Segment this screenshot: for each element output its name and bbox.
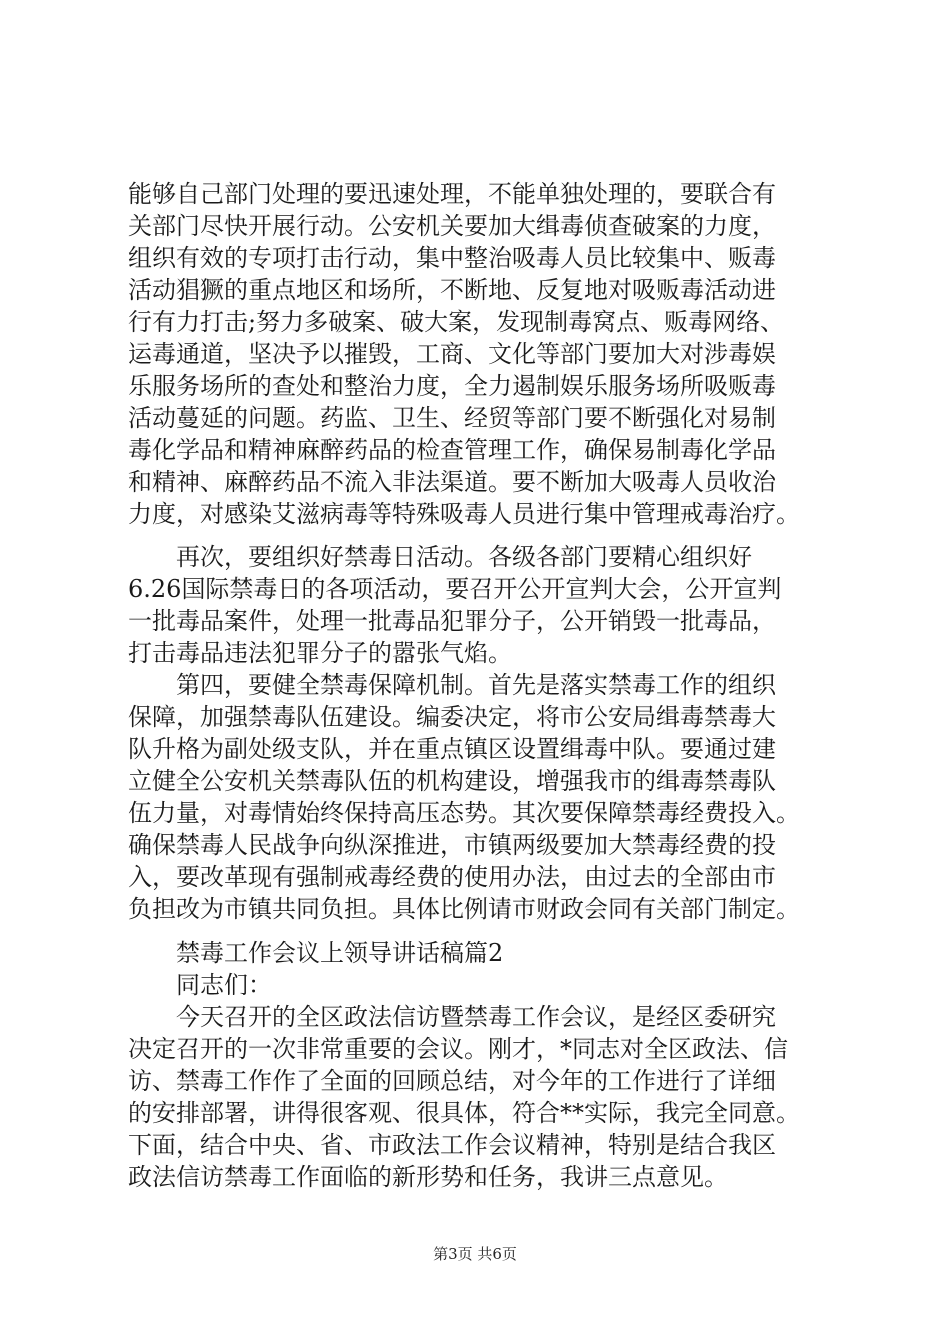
text-line: 队升格为副处级支队，并在重点镇区设置缉毒中队。要通过建	[128, 735, 776, 763]
text-line: 和精神、麻醉药品不流入非法渠道。要不断加大吸毒人员收治	[128, 468, 776, 496]
text-line: 能够自己部门处理的要迅速处理，不能单独处理的，要联合有	[128, 180, 776, 208]
text-line: 下面，结合中央、省、市政法工作会议精神，特别是结合我区	[128, 1131, 776, 1159]
text-line: 乐服务场所的查处和整治力度，全力遏制娱乐服务场所吸贩毒	[128, 372, 776, 400]
text-line: 政法信访禁毒工作面临的新形势和任务，我讲三点意见。	[128, 1163, 728, 1191]
paragraph-block-1	[128, 178, 848, 530]
paragraph-block-2	[128, 541, 848, 925]
section-heading: 禁毒工作会议上领导讲话稿篇2	[128, 939, 504, 967]
text-line: 立健全公安机关禁毒队伍的机构建设，增强我市的缉毒禁毒队	[128, 767, 776, 795]
text-line: 行有力打击;努力多破案、破大案，发现制毒窝点、贩毒网络、	[128, 308, 785, 336]
text-line: 确保禁毒人民战争向纵深推进，市镇两级要加大禁毒经费的投	[128, 831, 776, 859]
text-line: 入，要改革现有强制戒毒经费的使用办法，由过去的全部由市	[128, 863, 776, 891]
text-line: 毒化学品和精神麻醉药品的检查管理工作，确保易制毒化学品	[128, 436, 776, 464]
salutation: 同志们：	[128, 971, 272, 999]
text-line: 第四，要健全禁毒保障机制。首先是落实禁毒工作的组织	[128, 671, 776, 699]
text-line: 今天召开的全区政法信访暨禁毒工作会议，是经区委研究	[128, 1003, 776, 1031]
text-line: 决定召开的一次非常重要的会议。刚才，*同志对全区政法、信	[128, 1035, 788, 1063]
text-line: 活动猖獗的重点地区和场所，不断地、反复地对吸贩毒活动进	[128, 276, 776, 304]
text-line: 再次，要组织好禁毒日活动。各级各部门要精心组织好	[128, 543, 752, 571]
text-line: 一批毒品案件，处理一批毒品犯罪分子，公开销毁一批毒品，	[128, 607, 776, 635]
text-line: 活动蔓延的问题。药监、卫生、经贸等部门要不断强化对易制	[128, 404, 776, 432]
text-line: 6.26国际禁毒日的各项活动，要召开公开宣判大会，公开宣判	[128, 575, 782, 603]
text-line: 访、禁毒工作作了全面的回顾总结，对今年的工作进行了详细	[128, 1067, 776, 1095]
page-footer: 第3页 共6页	[433, 1245, 517, 1263]
text-line: 力度，对感染艾滋病毒等特殊吸毒人员进行集中管理戒毒治疗。	[128, 500, 800, 528]
paragraph-block-3	[128, 937, 848, 1193]
text-line: 关部门尽快开展行动。公安机关要加大缉毒侦查破案的力度，	[128, 212, 776, 240]
text-line: 的安排部署，讲得很客观、很具体，符合**实际，我完全同意。	[128, 1099, 800, 1127]
text-line: 打击毒品违法犯罪分子的嚣张气焰。	[128, 639, 512, 667]
text-line: 组织有效的专项打击行动，集中整治吸毒人员比较集中、贩毒	[128, 244, 776, 272]
text-line: 运毒通道，坚决予以摧毁，工商、文化等部门要加大对涉毒娱	[128, 340, 776, 368]
text-line: 负担改为市镇共同负担。具体比例请市财政会同有关部门制定。	[128, 895, 800, 923]
text-line: 保障，加强禁毒队伍建设。编委决定，将市公安局缉毒禁毒大	[128, 703, 776, 731]
text-line: 伍力量，对毒情始终保持高压态势。其次要保障禁毒经费投入。	[128, 799, 800, 827]
